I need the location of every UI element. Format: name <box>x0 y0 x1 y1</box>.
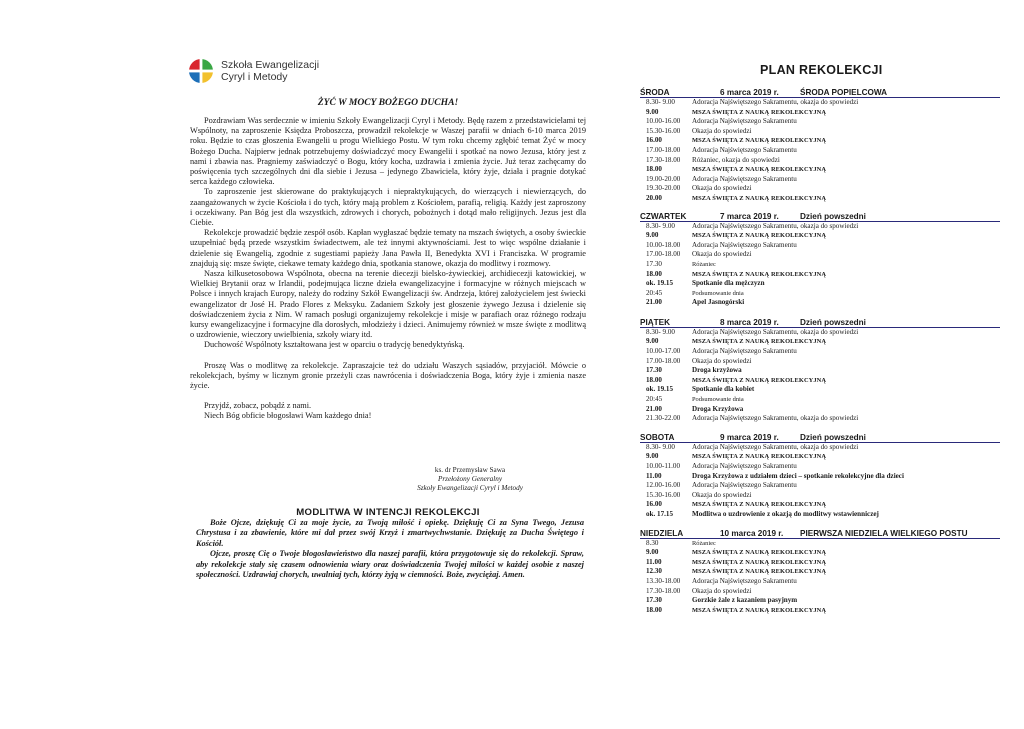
signature-role: Przełożony Generalny <box>437 474 503 483</box>
schedule-row <box>640 194 1000 204</box>
schedule-row <box>640 405 1000 415</box>
schedule-time: 10.00-11.00 <box>646 462 681 470</box>
schedule-description: Adoracja Najświętszego Sakramentu, okazja do spowiedzi <box>692 442 859 451</box>
schedule-time: 17.30 <box>646 366 662 375</box>
day-section <box>640 529 1000 616</box>
schedule-time: 11.00 <box>646 471 662 480</box>
schedule-description: Modlitwa o uzdrowienie z okazją do modlitwy wstawienniczej <box>692 509 879 518</box>
schedule-description: Adoracja Najświętszego Sakramentu <box>692 462 797 470</box>
schedule-time: 21.30-22.00 <box>646 414 681 423</box>
schedule-time: 8.30- 9.00 <box>646 442 675 451</box>
day-name: ŚRODA <box>640 88 670 97</box>
signature <box>380 466 560 492</box>
schedule-row <box>640 510 1000 520</box>
letter-paragraph: To zaproszenie jest skierowane do praktykujących i niepraktykujących, do wierzących i niewierzących, do zaangażowanych w życie Kościoła i do tych, który mają problem z Kościołem, parafią, religią. Każdy jest zaproszony i oczekiwany. Pan Bóg jest dla wszystkich, zdrowych i chorych, pobożnych i dotąd mało religijnych. Jezus jest dla Ciebie. <box>190 187 586 228</box>
schedule-time: 11.00 <box>646 557 662 566</box>
schedule-row <box>640 222 1000 232</box>
schedule-description: MSZA ŚWIĘTA Z NAUKĄ REKOLEKCYJNĄ <box>692 270 827 278</box>
schedule-time: 8.30- 9.00 <box>646 98 675 106</box>
schedule-row <box>640 241 1000 251</box>
schedule-description: Podsumowanie dnia <box>692 289 744 297</box>
schedule-row <box>640 539 1000 549</box>
schedule-row <box>640 481 1000 491</box>
schedule-time: 16.00 <box>646 500 662 509</box>
letter-paragraph: Duchowość Wspólnoty kształtowana jest w oparciu o tradycję benedyktyńską. <box>204 340 465 350</box>
signature-name: ks. dr Przemysław Sawa <box>434 466 506 474</box>
day-date: 6 marca 2019 r. <box>720 88 779 97</box>
schedule-row <box>640 98 1000 108</box>
day-header <box>640 529 1000 539</box>
schedule-description: Różaniec <box>692 260 716 268</box>
schedule-row <box>640 175 1000 185</box>
schedule-description: Spotkanie dla kobiet <box>692 385 755 394</box>
schedule-row <box>640 472 1000 482</box>
schedule-description: Droga krzyżowa <box>692 366 742 375</box>
day-name: SOBOTA <box>640 432 675 442</box>
schedule-time: 17.30 <box>646 259 662 268</box>
day-label: ŚRODA POPIELCOWA <box>800 88 888 97</box>
day-divider <box>640 538 1000 539</box>
schedule-row <box>640 184 1000 194</box>
schedule-description: MSZA ŚWIĘTA Z NAUKĄ REKOLEKCYJNĄ <box>692 549 827 557</box>
logo-cross-icon <box>188 58 214 84</box>
schedule-description: MSZA ŚWIĘTA Z NAUKĄ REKOLEKCYJNĄ <box>692 568 827 576</box>
schedule-row <box>640 606 1000 616</box>
logo-line-2: Cyryl i Metody <box>221 71 288 83</box>
schedule-description: Adoracja Najświętszego Sakramentu, okazja do spowiedzi <box>692 414 859 423</box>
schedule-description: Różaniec <box>692 539 716 547</box>
schedule-time: 17.30-18.00 <box>646 155 681 164</box>
day-header <box>640 318 1000 328</box>
schedule-description: MSZA ŚWIĘTA Z NAUKĄ REKOLEKCYJNĄ <box>692 453 827 461</box>
schedule-row <box>640 587 1000 597</box>
day-label: Dzień powszedni <box>800 211 866 221</box>
schedule-row <box>640 577 1000 587</box>
schedule-description: Adoracja Najświętszego Sakramentu <box>692 481 797 490</box>
schedule-time: 13.30-18.00 <box>646 576 681 585</box>
day-date: 7 marca 2019 r. <box>720 211 779 221</box>
school-logo <box>188 58 319 84</box>
schedule-description: Okazja do spowiedzi <box>692 586 752 595</box>
schedule-row <box>640 347 1000 357</box>
schedule-description: Okazja do spowiedzi <box>692 250 752 259</box>
schedule-time: 9.00 <box>646 107 659 116</box>
schedule-time: 19.00-20.00 <box>646 174 681 183</box>
schedule-row <box>640 270 1000 280</box>
schedule-time: 9.00 <box>646 548 659 557</box>
schedule-row <box>640 548 1000 558</box>
day-section <box>640 212 1000 308</box>
schedule-row <box>640 136 1000 146</box>
day-header <box>640 88 1000 98</box>
day-divider <box>640 97 1000 98</box>
schedule-time: 18.00 <box>646 269 662 278</box>
letter-paragraph: Pozdrawiam Was serdecznie w imieniu Szkoły Ewangelizacji Cyryl i Metody. Będę razem z przedstawicielami tej Wspólnoty, na zaproszenie Księdza Proboszcza, prowadził rekolekcje w Waszej parafii w dniach 6-10 marca 2019 roku. Będzie to czas głoszenia Ewangelii u progu Wielkiego Postu. W tym roku chcemy zgłębić temat Żyć w mocy Bożego Ducha. Najpierw jednak potrzebujemy doświadczyć mocy Ewangelii i spotkać na nowo Jezusa, który jest z nami i zbawia nas. Pragniemy zaświadczyć o Bogu, który kocha, uzdrawia i zmienia życie. Już teraz zachęcamy do poświęcenia tych szczególnych dni dla siebie i Jezusa – jedynego Zbawiciela, który żyje, działa i pragnie dotykać serca każdego człowieka. <box>190 116 586 187</box>
schedule-time: ok. 17.15 <box>646 509 673 518</box>
schedule-row <box>640 385 1000 395</box>
day-divider <box>640 327 1000 328</box>
schedule-time: 8.30 <box>646 538 659 547</box>
schedule-description: Okazja do spowiedzi <box>692 184 752 193</box>
schedule-description: MSZA ŚWIĘTA Z NAUKĄ REKOLEKCYJNĄ <box>692 108 827 116</box>
schedule-description: Różaniec, okazja do spowiedzi <box>692 155 780 164</box>
day-divider <box>640 221 1000 222</box>
schedule-row <box>640 328 1000 338</box>
schedule-row <box>640 491 1000 501</box>
day-name: CZWARTEK <box>640 211 687 221</box>
letter-paragraph: Niech Bóg obficie błogosławi Wam każdego dnia! <box>204 411 372 421</box>
schedule-time: 18.00 <box>646 375 662 384</box>
schedule-row <box>640 376 1000 386</box>
day-label: PIERWSZA NIEDZIELA WIELKIEGO POSTU <box>800 528 968 538</box>
prayer-paragraph: Ojcze, proszę Cię o Twoje błogosławieństwo dla naszej parafii, która przygotowuje się do rekolekcji. Spraw, aby rekolekcje stały się czasem odnowienia wiary oraz doświadczenia Twojej miłości w każdej osobie z naszej społeczności. Uzdrawiaj chorych, uwalniaj tych, którzy żyją w ciemności. Boże, zwyciężaj. Amen. <box>196 549 584 580</box>
schedule-description: Okazja do spowiedzi <box>692 126 752 135</box>
schedule-row <box>640 366 1000 376</box>
letter-paragraph: Nasza kilkusetosobowa Wspólnota, obecna na terenie diecezji bielsko-żywieckiej, archidiecezji katowickiej, w Wielkiej Brytanii oraz w Irlandii, podejmująca liczne dzieła ewangelizacyjne i formacyjne w różnych miejscach w Polsce i innych krajach Europy, należy do rodziny Szkół Ewangelizacji św. Andrzeja, której założycielem jest świecki ewangelizator dr José H. Prado Flores z Meksyku. Zadaniem Szkoły jest głoszenie żywego Jezusa i dzielenie się doświadczeniem życia z Nim. W ramach posługi organizujemy rekolekcje i misje w parafiach oraz różnego rodzaju kursy ewangelizacyjne i formacyjne dla dorosłych, młodzieży i dzieci. Animujemy również w msze święte z modlitwą o uzdrowienie, wieczory uwielbienia, szkoły wiary itd. <box>190 269 586 340</box>
schedule-description: Apel Jasnogórski <box>692 298 745 307</box>
schedule-time: 8.30- 9.00 <box>646 221 675 230</box>
signature-org: Szkoły Ewangelizacji Cyryl i Metody <box>417 483 523 492</box>
schedule-row <box>640 298 1000 308</box>
schedule-description: Podsumowanie dnia <box>692 396 744 404</box>
schedule-time: 10.00-18.00 <box>646 240 681 249</box>
schedule-row <box>640 443 1000 453</box>
schedule-description: MSZA ŚWIĘTA Z NAUKĄ REKOLEKCYJNĄ <box>692 376 827 384</box>
schedule-time: 10.00-16.00 <box>646 117 681 126</box>
day-section <box>640 318 1000 424</box>
schedule-time: 17.00-18.00 <box>646 250 681 259</box>
schedule-row <box>640 337 1000 347</box>
schedule-row <box>640 117 1000 127</box>
schedule-time: 17.00-18.00 <box>646 356 681 365</box>
schedule-row <box>640 260 1000 270</box>
prayer-body <box>196 518 584 580</box>
day-label: Dzień powszedni <box>800 432 866 442</box>
schedule-time: ok. 19.15 <box>646 385 673 394</box>
day-divider <box>640 442 1000 443</box>
schedule-row <box>640 558 1000 568</box>
schedule-time: 9.00 <box>646 337 659 346</box>
schedule-row <box>640 250 1000 260</box>
schedule-description: MSZA ŚWIĘTA Z NAUKĄ REKOLEKCYJNĄ <box>692 232 827 240</box>
letter-paragraph: Rekolekcje prowadzić będzie zespół osób. Kapłan wygłaszać będzie tematy na mszach świętych, a osoby świeckie uzupełniać będą przede wszystkim świadectwem, ale też innymi aktywnościami. Jest to więc wspólne działanie i dzielenie się Ewangelią, zgodnie z sugestiami papieży Jana Pawła II, Benedykta XVI i Franciszka. W programie znajdują się: msze święte, ciekawe tematy każdego dnia, spotkania stanowe, okazja do modlitwy i rozmowy. <box>190 228 586 268</box>
schedule-time: 15.30-16.00 <box>646 490 681 499</box>
schedule-description: Gorzkie żale z kazaniem pasyjnym <box>692 596 798 605</box>
logo-text <box>221 59 319 83</box>
schedule-time: 19.30-20.00 <box>646 184 681 193</box>
day-date: 8 marca 2019 r. <box>720 317 779 327</box>
schedule-row <box>640 596 1000 606</box>
schedule-time: 12.30 <box>646 567 662 576</box>
schedule-time: 17.30 <box>646 596 662 605</box>
schedule-description: Spotkanie dla mężczyzn <box>692 279 765 288</box>
logo-line-1: Szkoła Ewangelizacji <box>221 59 320 71</box>
schedule-row <box>640 462 1000 472</box>
schedule-description: Droga Krzyżowa z udziałem dzieci – spotkanie rekolekcyjne dla dzieci <box>692 471 904 480</box>
schedule-row <box>640 146 1000 156</box>
schedule-description: Adoracja Najświętszego Sakramentu <box>692 174 797 183</box>
day-date: 10 marca 2019 r. <box>720 528 784 538</box>
prayer-paragraph: Boże Ojcze, dziękuję Ci za moje życie, za Twoją miłość i opiekę. Dziękuję Ci za Syna Twego, Jezusa Chrystusa i za zbawienie, które mi dał przez swój Krzyż i zmartwychwstanie. Dziękuję za Ducha Świętego i Kościół. <box>196 518 584 548</box>
schedule-description: MSZA ŚWIĘTA Z NAUKĄ REKOLEKCYJNĄ <box>692 338 827 346</box>
day-header <box>640 433 1000 443</box>
schedule-time: 20.00 <box>646 193 662 202</box>
day-date: 9 marca 2019 r. <box>720 432 779 442</box>
schedule-row <box>640 279 1000 289</box>
day-section <box>640 433 1000 520</box>
schedule-description: Adoracja Najświętszego Sakramentu, okazja do spowiedzi <box>692 98 859 106</box>
letter-title: ŻYĆ W MOCY BOŻEGO DUCHA! <box>317 97 459 108</box>
schedule-description: Okazja do spowiedzi <box>692 490 752 499</box>
schedule-description: MSZA ŚWIĘTA Z NAUKĄ REKOLEKCYJNĄ <box>692 501 827 509</box>
schedule-description: Adoracja Najświętszego Sakramentu <box>692 347 797 356</box>
day-name: PIĄTEK <box>640 317 671 327</box>
day-header <box>640 212 1000 222</box>
schedule-description: Adoracja Najświętszego Sakramentu <box>692 576 797 585</box>
schedule-time: 16.00 <box>646 136 662 145</box>
schedule-row <box>640 395 1000 405</box>
schedule-time: 17.00-18.00 <box>646 145 681 154</box>
schedule-description: Adoracja Najświętszego Sakramentu <box>692 145 797 154</box>
schedule-description: Adoracja Najświętszego Sakramentu, okazja do spowiedzi <box>692 327 859 336</box>
schedule-row <box>640 156 1000 166</box>
schedule-row <box>640 452 1000 462</box>
schedule-description: MSZA ŚWIĘTA Z NAUKĄ REKOLEKCYJNĄ <box>692 137 827 145</box>
day-section <box>640 88 1000 204</box>
day-name: NIEDZIELA <box>640 528 684 538</box>
plan-title: PLAN REKOLEKCJI <box>760 63 883 77</box>
letter-paragraph: Przyjdź, zobacz, pobądź z nami. <box>204 401 312 411</box>
schedule-row <box>640 231 1000 241</box>
schedule-time: 18.00 <box>646 165 662 174</box>
schedule-row <box>640 414 1000 424</box>
schedule-description: Droga Krzyżowa <box>692 404 744 413</box>
schedule <box>640 88 1000 615</box>
schedule-time: 17.30-18.00 <box>646 586 681 595</box>
schedule-time: 12.00-16.00 <box>646 481 681 490</box>
schedule-time: 10.00-17.00 <box>646 347 681 356</box>
schedule-description: MSZA ŚWIĘTA Z NAUKĄ REKOLEKCYJNĄ <box>692 166 827 174</box>
schedule-row <box>640 357 1000 367</box>
schedule-time: ok. 19.15 <box>646 279 673 288</box>
schedule-time: 21.00 <box>646 404 662 413</box>
schedule-time: 8.30- 9.00 <box>646 327 675 336</box>
schedule-row <box>640 289 1000 299</box>
schedule-time: 9.00 <box>646 452 659 461</box>
letter-paragraph: Proszę Was o modlitwę za rekolekcje. Zapraszajcie też do udziału Waszych sąsiadów, przyjaciół. Mówcie o rekolekcjach, byśmy w licznym gronie przeżyli czas nawrócenia i doświadczenia Boga, który żyje i zmienia nasze życie. <box>190 360 586 391</box>
schedule-description: Adoracja Najświętszego Sakramentu, okazja do spowiedzi <box>692 221 859 230</box>
schedule-time: 18.00 <box>646 605 662 614</box>
schedule-description: MSZA ŚWIĘTA Z NAUKĄ REKOLEKCYJNĄ <box>692 606 827 614</box>
day-label: Dzień powszedni <box>800 317 866 327</box>
schedule-row <box>640 165 1000 175</box>
letter-body <box>190 116 586 422</box>
schedule-description: Adoracja Najświętszego Sakramentu <box>692 117 797 126</box>
schedule-description: MSZA ŚWIĘTA Z NAUKĄ REKOLEKCYJNĄ <box>692 194 827 202</box>
prayer-title: MODLITWA W INTENCJI REKOLEKCJI <box>296 507 480 518</box>
schedule-row <box>640 567 1000 577</box>
schedule-time: 21.00 <box>646 298 662 307</box>
schedule-description: MSZA ŚWIĘTA Z NAUKĄ REKOLEKCYJNĄ <box>692 558 827 566</box>
schedule-description: Adoracja Najświętszego Sakramentu <box>692 240 797 249</box>
schedule-row <box>640 500 1000 510</box>
schedule-time: 20:45 <box>646 288 663 297</box>
schedule-time: 15.30-16.00 <box>646 126 681 135</box>
schedule-time: 9.00 <box>646 231 659 240</box>
schedule-row <box>640 127 1000 137</box>
schedule-row <box>640 108 1000 118</box>
schedule-time: 20:45 <box>646 395 663 404</box>
schedule-description: Okazja do spowiedzi <box>692 356 752 365</box>
